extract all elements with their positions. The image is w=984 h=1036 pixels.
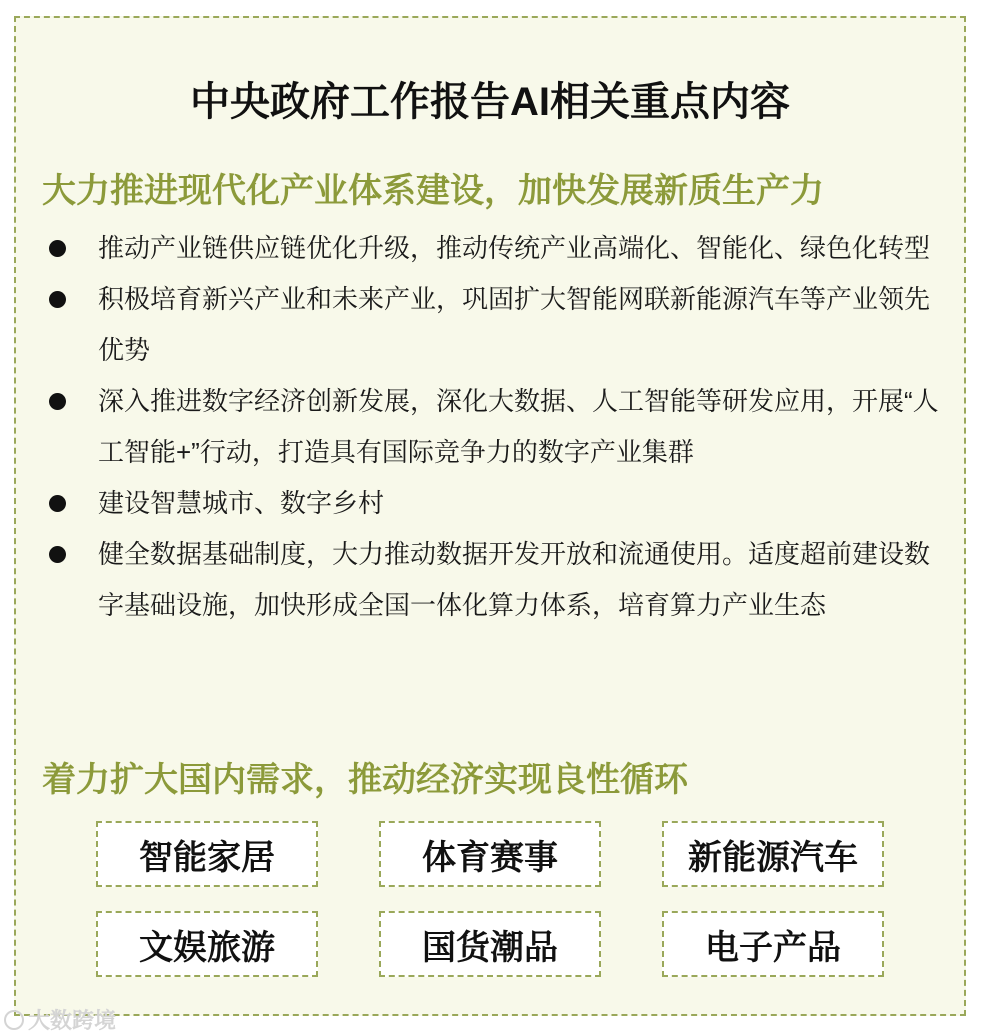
bullet-text: 深入推进数字经济创新发展，深化大数据、人工智能等研发应用，开展“人工智能+”行动，打造具有国际竞争力的数字产业集群 [98, 386, 939, 467]
tag-culture-tourism: 文娱旅游 [96, 911, 318, 977]
bullet-text: 积极培育新兴产业和未来产业，巩固扩大智能网联新能源汽车等产业领先优势 [98, 284, 931, 365]
bullet-text: 健全数据基础制度，大力推动数据开发开放和流通使用。适度超前建设数字基础设施，加快形成全国一体化算力体系，培育算力产业生态 [98, 539, 931, 620]
page-title: 中央政府工作报告AI相关重点内容 [190, 80, 790, 124]
bullet-item [42, 376, 942, 478]
watermark [4, 1004, 116, 1035]
watermark-text: 大数跨境 [28, 1008, 117, 1033]
watermark-logo-icon [4, 1010, 24, 1030]
content-card [14, 16, 966, 1016]
bullet-dot-icon [49, 240, 66, 257]
bullet-item [42, 223, 942, 274]
bullet-list [42, 223, 942, 631]
bullet-dot-icon [49, 495, 66, 512]
section-heading-demand: 着力扩大国内需求，推动经济实现良性循环 [42, 761, 688, 799]
bullet-dot-icon [49, 291, 66, 308]
tag-sports-events: 体育赛事 [379, 821, 601, 887]
tag-electronics: 电子产品 [662, 911, 884, 977]
bullet-text: 建设智慧城市、数字乡村 [98, 488, 385, 518]
tag-domestic-trend-products: 国货潮品 [379, 911, 601, 977]
section-heading-industry: 大力推进现代化产业体系建设，加快发展新质生产力 [42, 172, 824, 210]
bullet-item [42, 529, 942, 631]
bullet-item [42, 478, 942, 529]
bullet-dot-icon [49, 393, 66, 410]
tag-smart-home: 智能家居 [96, 821, 318, 887]
bullet-dot-icon [49, 546, 66, 563]
tag-new-energy-vehicles: 新能源汽车 [662, 821, 884, 887]
bullet-text: 推动产业链供应链优化升级，推动传统产业高端化、智能化、绿色化转型 [98, 233, 931, 263]
bullet-item [42, 274, 942, 376]
